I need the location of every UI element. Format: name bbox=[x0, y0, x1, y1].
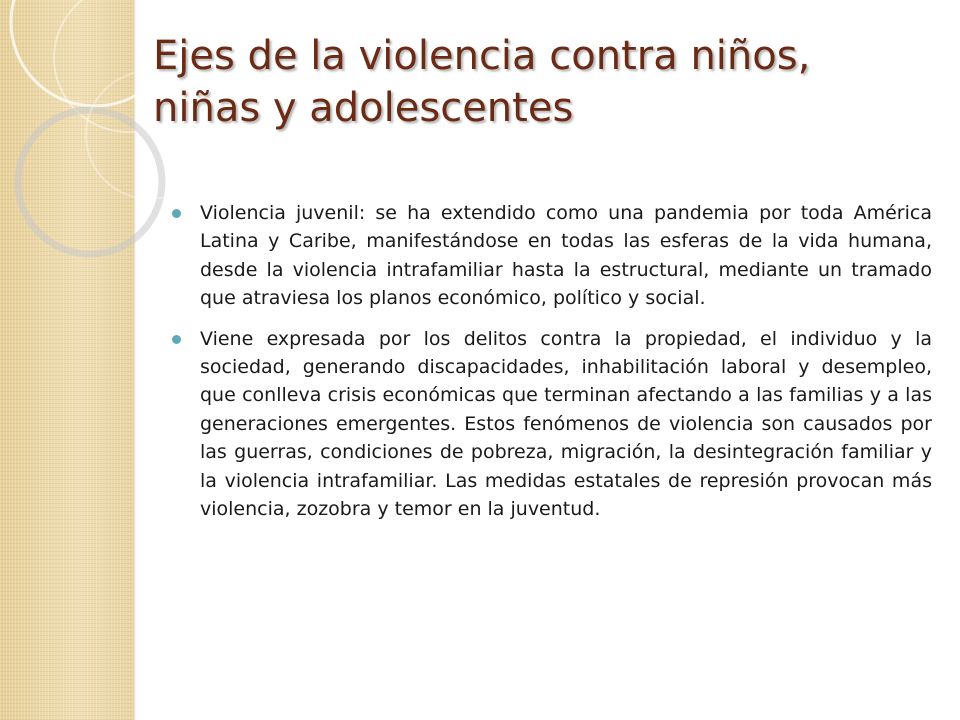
bullet-dot-icon bbox=[172, 209, 181, 218]
bullet-item bbox=[172, 199, 932, 313]
slide-title: Ejes de la violencia contra niños, niñas y adolescentes bbox=[153, 33, 811, 131]
bullet-text: Violencia juvenil: se ha extendido como una pandemia por toda América Latina y Caribe, manifestándose en todas las esferas de la vida humana, desde la violencia intrafamiliar hasta la estructural, mediante un tramado que atraviesa los planos económico, político y social. bbox=[200, 202, 932, 310]
bullet-dot-icon bbox=[172, 335, 181, 344]
bullet-item bbox=[172, 325, 932, 524]
bullet-text: Viene expresada por los delitos contra la propiedad, el individuo y la sociedad, generando discapacidades, inhabilitación laboral y desempleo, que conlleva crisis económicas que terminan afectando a las familias y a las generaciones emergentes. Estos fenómenos de violencia son causados por las guerras, condiciones de pobreza, migración, la desintegración familiar y la violencia intrafamiliar. Las medidas estatales de represión provocan más violencia, zozobra y temor en la juventud. bbox=[200, 327, 932, 521]
bullet-list bbox=[172, 199, 932, 535]
